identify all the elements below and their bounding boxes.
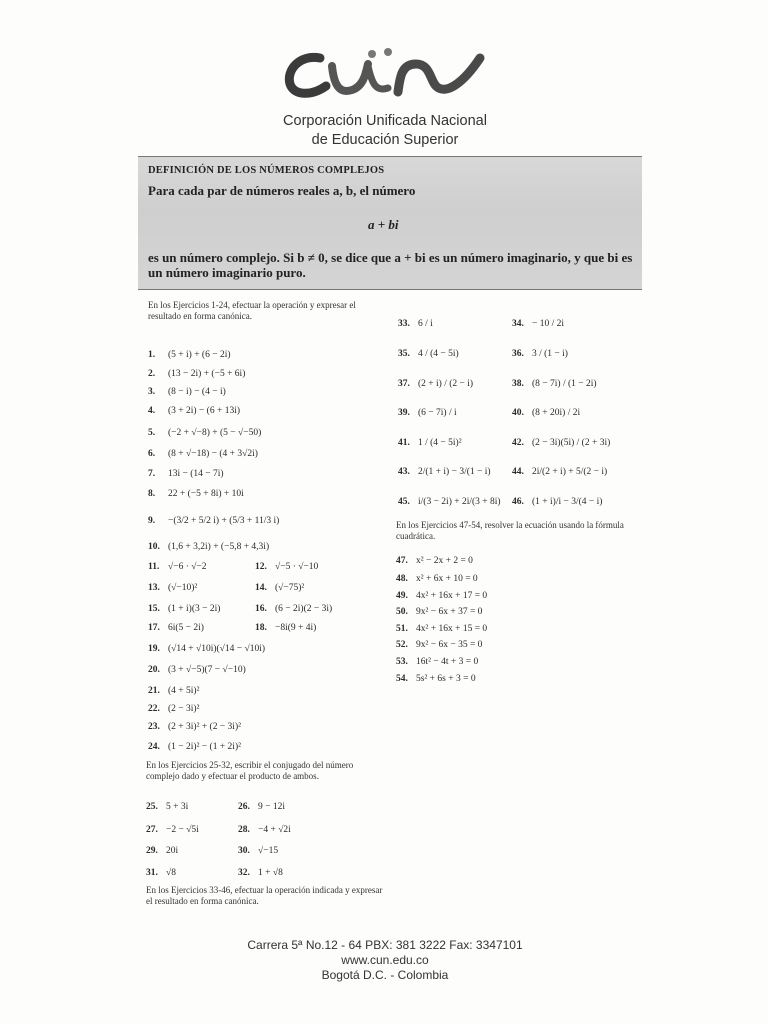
exercise-number: 43. xyxy=(398,467,410,477)
exercise-expression: (√−10)² xyxy=(168,583,198,593)
exercise-number: 53. xyxy=(396,657,408,667)
exercise-37 xyxy=(398,378,473,390)
exercise-21 xyxy=(148,685,199,697)
exercise-expression: 4x² + 16x + 17 = 0 xyxy=(416,591,488,601)
exercise-number: 14. xyxy=(255,583,267,593)
exercise-22 xyxy=(148,703,199,715)
exercise-number: 47. xyxy=(396,556,408,566)
exercise-4 xyxy=(148,405,240,417)
exercise-expression: (13 − 2i) + (−5 + 6i) xyxy=(168,369,246,379)
exercise-1 xyxy=(148,349,231,361)
exercise-expression: 22 + (−5 + 8i) + 10i xyxy=(168,489,244,499)
exercise-51 xyxy=(396,623,487,635)
exercise-expression: (2 − 3i)(5i) / (2 + 3i) xyxy=(532,438,611,448)
exercise-number: 2. xyxy=(148,369,156,379)
exercise-13 xyxy=(148,582,197,594)
exercise-44 xyxy=(512,466,607,478)
exercise-31 xyxy=(146,867,176,879)
exercise-53 xyxy=(396,656,478,668)
exercise-expression: i/(3 − 2i) + 2i/(3 + 8i) xyxy=(418,497,501,507)
exercise-number: 25. xyxy=(146,802,158,812)
exercise-17 xyxy=(148,622,204,634)
exercise-54 xyxy=(396,673,476,685)
exercise-number: 18. xyxy=(255,623,267,633)
exercise-expression: 1 + √8 xyxy=(258,868,283,878)
exercise-number: 24. xyxy=(148,742,160,752)
exercise-expression: −2 − √5i xyxy=(166,825,199,835)
exercise-3 xyxy=(148,386,226,398)
exercise-expression: 2/(1 + i) − 3/(1 − i) xyxy=(418,467,491,477)
instruction-47-54: En los Ejercicios 47-54, resolver la ecuación usando la fórmula cuadrática. xyxy=(396,520,624,541)
exercise-48 xyxy=(396,573,478,585)
exercise-number: 19. xyxy=(148,644,160,654)
org-line-1: Corporación Unificada Nacional xyxy=(283,113,487,129)
exercise-29 xyxy=(146,845,178,857)
exercise-49 xyxy=(396,590,487,602)
exercise-expression: √8 xyxy=(166,868,176,878)
exercise-42 xyxy=(512,437,610,449)
org-line-2: de Educación Superior xyxy=(311,132,459,148)
exercise-expression: (2 − 3i)² xyxy=(168,704,200,714)
exercise-number: 36. xyxy=(512,349,524,359)
exercise-number: 1. xyxy=(148,350,156,360)
exercise-24 xyxy=(148,741,241,753)
exercise-expression: 5s² + 6s + 3 = 0 xyxy=(416,674,476,684)
exercise-30 xyxy=(238,845,278,857)
exercise-number: 11. xyxy=(148,562,160,572)
definition-formula: a + bi xyxy=(368,217,399,232)
definition-box xyxy=(138,156,642,290)
exercise-number: 45. xyxy=(398,497,410,507)
exercise-expression: (2 + 3i)² + (2 − 3i)² xyxy=(168,722,241,732)
exercise-expression: x² + 6x + 10 = 0 xyxy=(416,574,478,584)
exercise-number: 17. xyxy=(148,623,160,633)
exercise-number: 10. xyxy=(148,542,160,552)
exercise-expression: (√14 + √10i)(√14 − √10i) xyxy=(168,644,266,654)
exercise-expression: √−15 xyxy=(258,846,279,856)
exercise-expression: (4 + 5i)² xyxy=(168,686,200,696)
exercise-number: 7. xyxy=(148,469,156,479)
exercise-18 xyxy=(255,622,316,634)
exercise-number: 6. xyxy=(148,449,156,459)
footer xyxy=(180,938,590,983)
exercise-expression: (6 − 7i) / i xyxy=(418,408,457,418)
exercise-number: 40. xyxy=(512,408,524,418)
exercise-27 xyxy=(146,824,199,836)
exercise-15 xyxy=(148,603,220,615)
instruction-25-32: En los Ejercicios 25-32, escribir el conjugado del número complejo dado y efectuar el producto de ambos. xyxy=(146,760,354,781)
exercise-number: 28. xyxy=(238,825,250,835)
exercise-20 xyxy=(148,664,246,676)
organization-name xyxy=(230,112,540,150)
exercise-expression: 4 / (4 − 5i) xyxy=(418,349,459,359)
exercise-expression: 13i − (14 − 7i) xyxy=(168,469,224,479)
exercise-number: 46. xyxy=(512,497,524,507)
exercise-number: 23. xyxy=(148,722,160,732)
exercise-expression: (1 + i)/i − 3/(4 − i) xyxy=(532,497,603,507)
exercise-10 xyxy=(148,541,269,553)
exercise-expression: (8 − 7i) / (1 − 2i) xyxy=(532,379,597,389)
exercise-38 xyxy=(512,378,597,390)
exercise-number: 34. xyxy=(512,319,524,329)
exercise-expression: 9x² − 6x + 37 = 0 xyxy=(416,607,483,617)
exercise-number: 3. xyxy=(148,387,156,397)
exercise-expression: −8i(9 + 4i) xyxy=(275,623,317,633)
exercise-number: 52. xyxy=(396,640,408,650)
exercise-expression: (1 − 2i)² − (1 + 2i)² xyxy=(168,742,241,752)
exercise-11 xyxy=(148,561,207,573)
exercise-expression: (8 + √−18) − (4 + 3√2i) xyxy=(168,449,258,459)
exercise-number: 16. xyxy=(255,604,267,614)
exercise-19 xyxy=(148,643,265,655)
exercise-45 xyxy=(398,496,501,508)
exercise-number: 33. xyxy=(398,319,410,329)
footer-address: Carrera 5ª No.12 - 64 PBX: 381 3222 Fax: 3347101 xyxy=(247,938,523,952)
exercise-expression: 5 + 3i xyxy=(166,802,189,812)
definition-line-1: Para cada par de números reales a, b, el número xyxy=(148,183,416,198)
exercise-expression: (3 + √−5)(7 − √−10) xyxy=(168,665,246,675)
instruction-33-46: En los Ejercicios 33-46, efectuar la operación indicada y expresar el resultado en forma canónica. xyxy=(146,885,383,906)
exercise-36 xyxy=(512,348,568,360)
exercise-expression: −(3/2 + 5/2 i) + (5/3 + 11/3 i) xyxy=(168,516,280,526)
exercise-expression: (8 + 20i) / 2i xyxy=(532,408,581,418)
exercise-expression: 9 − 12i xyxy=(258,802,285,812)
exercise-35 xyxy=(398,348,459,360)
definition-title: DEFINICIÓN DE LOS NÚMEROS COMPLEJOS xyxy=(148,165,385,176)
exercise-number: 49. xyxy=(396,591,408,601)
footer-web: www.cun.edu.co xyxy=(341,953,429,967)
exercise-expression: 3 / (1 − i) xyxy=(532,349,568,359)
exercise-expression: (3 + 2i) − (6 + 13i) xyxy=(168,406,241,416)
exercise-number: 21. xyxy=(148,686,160,696)
exercise-6 xyxy=(148,448,258,460)
exercise-number: 29. xyxy=(146,846,158,856)
exercise-2 xyxy=(148,368,245,380)
exercise-number: 44. xyxy=(512,467,524,477)
exercise-50 xyxy=(396,606,482,618)
exercise-expression: 20i xyxy=(166,846,179,856)
footer-city: Bogotá D.C. - Colombia xyxy=(321,968,449,982)
exercise-expression: − 10 / 2i xyxy=(532,319,565,329)
exercise-number: 42. xyxy=(512,438,524,448)
exercise-number: 4. xyxy=(148,406,156,416)
exercise-expression: 6i(5 − 2i) xyxy=(168,623,204,633)
exercise-number: 38. xyxy=(512,379,524,389)
exercise-expression: (2 + i) / (2 − i) xyxy=(418,379,474,389)
exercise-expression: 6 / i xyxy=(418,319,433,329)
exercise-25 xyxy=(146,801,188,813)
exercise-number: 15. xyxy=(148,604,160,614)
exercise-expression: (1 + i)(3 − 2i) xyxy=(168,604,221,614)
exercise-expression: √−6 · √−2 xyxy=(168,562,207,572)
exercise-41 xyxy=(398,437,462,449)
exercise-number: 13. xyxy=(148,583,160,593)
exercise-40 xyxy=(512,407,580,419)
exercise-23 xyxy=(148,721,241,733)
exercise-number: 51. xyxy=(396,624,408,634)
exercise-5 xyxy=(148,427,261,439)
exercise-number: 20. xyxy=(148,665,160,675)
exercise-expression: (√−75)² xyxy=(275,583,305,593)
exercise-expression: (5 + i) + (6 − 2i) xyxy=(168,350,231,360)
exercise-12 xyxy=(255,561,318,573)
exercise-number: 8. xyxy=(148,489,156,499)
exercise-number: 48. xyxy=(396,574,408,584)
exercise-number: 35. xyxy=(398,349,410,359)
exercise-expression: (6 − 2i)(2 − 3i) xyxy=(275,604,333,614)
exercise-number: 22. xyxy=(148,704,160,714)
exercise-7 xyxy=(148,468,224,480)
exercise-46 xyxy=(512,496,602,508)
exercise-expression: 4x² + 16x + 15 = 0 xyxy=(416,624,488,634)
exercise-52 xyxy=(396,639,482,651)
cun-logo xyxy=(280,36,492,106)
exercise-47 xyxy=(396,555,473,567)
exercise-number: 31. xyxy=(146,868,158,878)
exercise-expression: 9x² − 6x − 35 = 0 xyxy=(416,640,483,650)
exercise-expression: 16t² − 4t + 3 = 0 xyxy=(416,657,479,667)
exercise-34 xyxy=(512,318,564,330)
exercise-number: 41. xyxy=(398,438,410,448)
exercise-33 xyxy=(398,318,433,330)
instruction-1-24: En los Ejercicios 1-24, efectuar la operación y expresar el resultado en forma canónica. xyxy=(148,300,356,321)
exercise-number: 12. xyxy=(255,562,267,572)
exercise-number: 37. xyxy=(398,379,410,389)
definition-line-2: es un número complejo. Si b ≠ 0, se dice que a + bi es un número imaginario, y que bi es un número imaginario puro. xyxy=(148,250,633,280)
exercise-number: 54. xyxy=(396,674,408,684)
exercise-expression: (−2 + √−8) + (5 − √−50) xyxy=(168,428,262,438)
exercise-number: 32. xyxy=(238,868,250,878)
exercise-expression: x² − 2x + 2 = 0 xyxy=(416,556,473,566)
exercise-number: 9. xyxy=(148,516,156,526)
exercise-number: 39. xyxy=(398,408,410,418)
exercise-expression: (1,6 + 3,2i) + (−5,8 + 4,3i) xyxy=(168,542,270,552)
exercise-39 xyxy=(398,407,457,419)
exercise-number: 26. xyxy=(238,802,250,812)
exercise-16 xyxy=(255,603,332,615)
exercise-number: 30. xyxy=(238,846,250,856)
exercise-expression: √−5 · √−10 xyxy=(275,562,319,572)
exercise-28 xyxy=(238,824,291,836)
exercise-26 xyxy=(238,801,285,813)
exercise-32 xyxy=(238,867,283,879)
exercise-9 xyxy=(148,515,279,527)
exercise-expression: −4 + √2i xyxy=(258,825,291,835)
exercise-43 xyxy=(398,466,491,478)
exercise-number: 5. xyxy=(148,428,156,438)
exercise-number: 50. xyxy=(396,607,408,617)
exercise-expression: 1 / (4 − 5i)² xyxy=(418,438,462,448)
exercise-number: 27. xyxy=(146,825,158,835)
exercise-expression: (8 − i) − (4 − i) xyxy=(168,387,226,397)
exercise-8 xyxy=(148,488,244,500)
exercise-14 xyxy=(255,582,304,594)
exercise-expression: 2i/(2 + i) + 5/(2 − i) xyxy=(532,467,608,477)
